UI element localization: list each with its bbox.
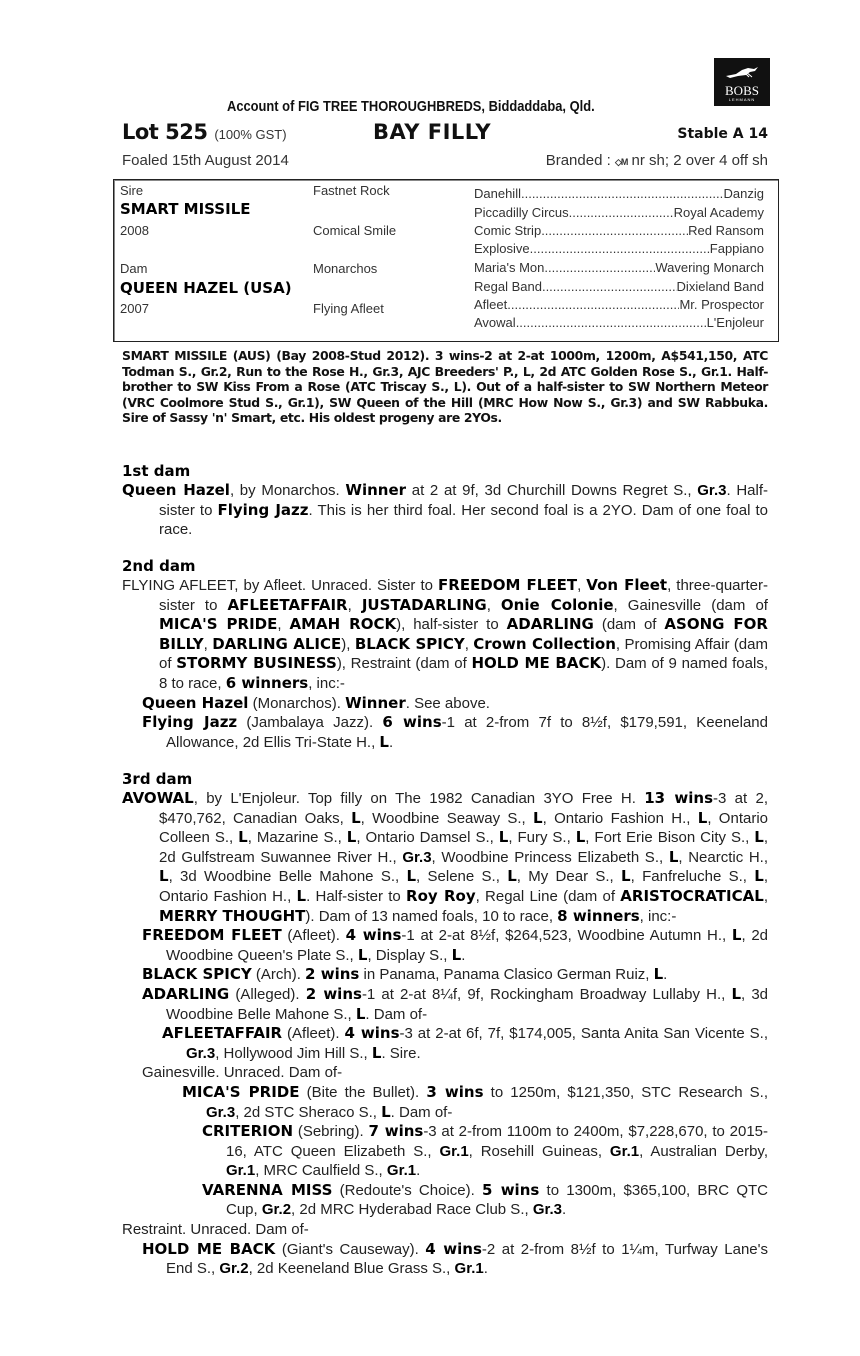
text: , Australian Derby,	[639, 1142, 768, 1160]
text: , 2d STC Sheraco S.,	[235, 1103, 382, 1121]
horse-name: Flying Jazz	[142, 713, 238, 732]
progeny-entry	[122, 926, 768, 965]
horse-name: Onie Colonie	[500, 595, 614, 614]
ancestor-left: Explosive	[474, 241, 530, 256]
text: , Promising Affair (dam of	[159, 635, 768, 673]
horse-name: AFLEETAFFAIR	[162, 1024, 283, 1043]
text: , Rosehill Guineas,	[468, 1142, 610, 1160]
text: (Afleet).	[281, 927, 346, 945]
listed-label: L	[406, 867, 417, 886]
ancestor-right: Dixieland Band	[676, 279, 764, 294]
text: , 2d Gulfstream Suwannee River H.,	[159, 829, 769, 866]
horse-name: HOLD ME BACK	[471, 654, 602, 673]
dam-entry: Gainesville. Unraced. Dam of-	[142, 1064, 343, 1082]
text: (Sebring).	[293, 1123, 369, 1141]
ancestor-right: Danzig	[723, 186, 764, 201]
first-dam-text	[122, 481, 768, 540]
text: , Hollywood Jim Hill S.,	[215, 1044, 372, 1062]
text: ,	[464, 635, 474, 653]
progeny-entry	[122, 965, 768, 985]
wins-label: 4 wins	[345, 926, 402, 945]
horse-name: AFLEETAFFAIR	[227, 595, 348, 614]
ancestor-row	[474, 258, 764, 277]
third-dam-text	[122, 789, 768, 926]
foaled-date: Foaled 15th August 2014	[122, 152, 289, 169]
text: ,	[277, 616, 290, 634]
text: , Fort Erie Bison City S.,	[585, 829, 755, 847]
text: , 3d Woodbine Belle Mahone S.,	[166, 985, 768, 1023]
ancestor-row	[474, 203, 764, 222]
leader-dots	[516, 314, 707, 332]
ancestor-row	[474, 314, 764, 332]
text: , Fury S.,	[508, 829, 576, 847]
pedigree-table	[113, 179, 779, 342]
text: ). Dam of 13 named foals, 10 to race,	[305, 907, 558, 925]
text: , Display S.,	[367, 946, 452, 964]
text: (Monarchos).	[248, 694, 346, 712]
text: at 2 at 9f, 3d Churchill Downs Regret S.,	[406, 482, 698, 499]
grade-label: Gr.3	[697, 482, 727, 499]
listed-label: L	[533, 808, 543, 827]
ancestor-right: L'Enjoleur	[706, 315, 764, 330]
ancestor-right: Fappiano	[709, 241, 764, 256]
first-dam-heading: 1st dam	[122, 462, 191, 480]
grade-label: Gr.3	[206, 1103, 236, 1121]
ancestor-row	[474, 296, 764, 314]
wins-label: 6 wins	[382, 713, 442, 732]
horse-name: ASONG FOR BILLY	[159, 615, 768, 653]
text: ),	[341, 635, 355, 653]
winner-label: Winner	[345, 481, 407, 499]
third-dam-section	[122, 770, 768, 1279]
text: ,	[577, 577, 587, 594]
horse-name: BLACK SPICY	[142, 965, 252, 984]
horse-name: Queen Hazel	[142, 693, 249, 712]
horse-name: ADARLING	[142, 984, 230, 1003]
text: . Sire.	[381, 1044, 421, 1062]
text: in Panama, Panama Clasico German Ruiz,	[359, 966, 654, 984]
text: . This is her third foal. Her second foal is a 2YO. Dam of one foal to race.	[159, 501, 768, 539]
listed-label: L	[653, 965, 664, 984]
horse-name: MICA'S PRIDE	[182, 1082, 300, 1101]
leader-dots	[541, 222, 688, 240]
text: , Woodbine Princess Elizabeth S.,	[431, 848, 669, 866]
ancestor-left: Afleet	[474, 297, 508, 312]
ancestor-row	[474, 277, 764, 296]
bobs-lehmann-logo	[714, 58, 770, 106]
dam-year: 2007	[120, 301, 149, 316]
wins-label: Winner	[345, 693, 406, 712]
wins-label: 2 wins	[305, 984, 362, 1003]
text: ,	[486, 596, 501, 614]
text: (Jambalaya Jazz).	[237, 714, 383, 732]
ancestor-right: Wavering Monarch	[655, 260, 764, 275]
text: ,	[347, 596, 362, 614]
dam-name: Queen Hazel	[122, 481, 230, 499]
listed-label: L	[754, 828, 764, 847]
text: , Ontario Fashion H.,	[542, 809, 698, 827]
leader-dots	[544, 258, 655, 277]
sire-dam: Comical Smile	[313, 223, 397, 238]
text: (dam of	[593, 616, 665, 634]
dam-name: QUEEN HAZEL (USA)	[120, 279, 292, 297]
text: , three-quarter-sister to	[159, 577, 768, 614]
ancestor-left: Comic Strip	[474, 223, 542, 238]
text: .	[562, 1201, 567, 1219]
horse-name: FREEDOM FLEET	[142, 926, 282, 945]
text: (Afleet).	[282, 1025, 345, 1043]
grade-label: Gr.2	[219, 1260, 249, 1278]
progeny-entry	[122, 1122, 768, 1181]
second-dam-text	[122, 576, 768, 694]
text: ), half-sister to	[396, 616, 507, 634]
second-dam-heading: 2nd dam	[122, 557, 196, 575]
text: , Nearctic H.,	[678, 848, 769, 866]
horse-name: MERRY THOUGHT	[159, 906, 306, 925]
stable-location: Stable A 14	[677, 126, 768, 142]
horse-icon	[724, 66, 760, 82]
branded-text: nr sh; 2 over 4 off sh	[631, 152, 768, 169]
branding	[546, 152, 768, 169]
text: , Regal Line (dam of	[475, 887, 621, 905]
brand-mark-icon: ◇M	[614, 157, 628, 167]
horse-name: Crown Collection	[473, 634, 616, 653]
listed-label: L	[668, 847, 679, 866]
text: -1 at 2-from 7f to 8½f, $179,591, Keeneland Allowance, 2d Ellis Tri-State H.,	[166, 714, 768, 751]
listed-label: L	[296, 886, 307, 905]
text: . See above.	[405, 694, 490, 712]
logo-sub: LEHMANN	[728, 97, 756, 102]
text: ,	[763, 887, 768, 905]
dam-entry: Restraint. Unraced. Dam of-	[122, 1221, 309, 1239]
text: to 1250m, $121,350, STC Research S.,	[483, 1083, 768, 1101]
grade-label: Gr.1	[609, 1142, 640, 1160]
text: , Selene S.,	[416, 868, 508, 886]
horse-name: JUSTADARLING	[361, 595, 487, 614]
progeny-entry	[122, 1181, 768, 1220]
text: (Arch).	[251, 966, 306, 984]
wins-label: 5 wins	[482, 1180, 540, 1199]
sire-name: SMART MISSILE	[120, 200, 251, 218]
progeny-entry	[122, 1083, 768, 1122]
leader-dots	[530, 240, 710, 258]
text: , Fanfreluche S.,	[630, 868, 755, 886]
horse-name: STORMY BUSINESS	[176, 654, 337, 673]
first-dam-section	[122, 462, 768, 540]
wins-label: 2 wins	[305, 965, 360, 984]
text: , My Dear S.,	[516, 868, 622, 886]
vendor-account: Account of FIG TREE THOROUGHBREDS, Biddaddaba, Qld.	[227, 98, 595, 115]
horse-name: ADARLING	[506, 615, 594, 634]
progeny-entry	[122, 694, 768, 714]
sire-label: Sire	[120, 183, 144, 198]
horse-name: AMAH ROCK	[289, 615, 397, 634]
listed-label: L	[357, 945, 368, 964]
horse-name: Von Fleet	[586, 576, 668, 594]
grade-label: Gr.3	[532, 1201, 563, 1219]
ancestor-left: Danehill	[474, 186, 521, 201]
wins-label: 13 wins	[644, 789, 714, 807]
text: , by Monarchos.	[229, 482, 346, 499]
sire-sire: Fastnet Rock	[313, 183, 390, 198]
text: -1 at 2-at 8¼f, 9f, Rockingham Broadway Lullaby H.,	[361, 985, 732, 1003]
wins-label: 3 wins	[426, 1082, 484, 1101]
text: (Redoute's Choice).	[332, 1181, 482, 1199]
grade-label: Gr.2	[261, 1201, 292, 1219]
ancestor-left: Avowal	[474, 315, 516, 330]
ancestor-right: Mr. Prospector	[679, 297, 764, 312]
logo-brand: BOBS	[725, 83, 759, 98]
sire-description: SMART MISSILE (AUS) (Bay 2008-Stud 2012). 3 wins-2 at 2-at 1000m, 1200m, A$541,150, ATC Todman S., Gr.2, Run to the Rose H., Gr.3, AJC Breeders' P., L, 2d ATC Golden Rose S., Gr.1. Half-brother to SW Kiss From a Rose (ATC Triscay S., L). Out of a half-sister to SW Northern Meteor (VRC Coolmore Stud S., Gr.1), SW Queen of the Hill (MRC How Now S., Gr.3) and SW Rabbuka. Sire of Sassy 'n' Smart, etc. His oldest progeny are 2YOs.	[122, 348, 768, 425]
ancestor-left: Piccadilly Circus	[474, 205, 569, 220]
grade-label: Gr.1	[226, 1162, 256, 1180]
listed-label: L	[697, 808, 708, 827]
listed-label: L	[371, 1043, 382, 1062]
dam-label: Dam	[120, 261, 148, 276]
grade-label: Gr.1	[439, 1142, 469, 1160]
branded-label: Branded :	[545, 152, 611, 169]
ancestor-right: Red Ransom	[688, 223, 764, 238]
horse-name: CRITERION	[202, 1122, 294, 1141]
text: (Bite the Bullet).	[299, 1083, 427, 1101]
leader-dots	[521, 184, 724, 203]
grade-label: Gr.3	[402, 848, 432, 866]
ancestor-row	[474, 184, 764, 203]
third-dam-heading: 3rd dam	[122, 770, 193, 788]
text: (Giant's Causeway).	[275, 1240, 426, 1258]
text: , 2d Woodbine Queen's Plate S.,	[166, 927, 768, 964]
text: ,	[203, 635, 213, 653]
listed-label: L	[621, 867, 631, 886]
text: . Half-sister to	[306, 887, 407, 905]
progeny-entry	[122, 1024, 768, 1063]
horse-name: FREEDOM FLEET	[438, 576, 578, 594]
progeny-entry	[122, 985, 768, 1024]
ancestor-list	[474, 184, 764, 332]
listed-label: L	[507, 867, 517, 886]
horse-name: BLACK SPICY	[354, 634, 465, 653]
listed-label: L	[731, 926, 742, 945]
text: , Mazarine S.,	[247, 829, 347, 847]
text: , Ontario Colleen S.,	[159, 809, 768, 847]
progeny-entry	[122, 713, 768, 752]
dam-sire: Monarchos	[313, 261, 378, 276]
sibling-name: Flying Jazz	[217, 500, 309, 519]
horse-name: AVOWAL	[122, 789, 194, 807]
horse-name: VARENNA MISS	[202, 1180, 333, 1199]
text: -3 at 2-from 1100m to 2400m, $7,228,670, to 2015-16, ATC Queen Elizabeth S.,	[226, 1123, 768, 1160]
text: , 2d Keeneland Blue Grass S.,	[248, 1260, 455, 1278]
lot-number	[122, 120, 287, 144]
gst-note: (100% GST)	[214, 127, 287, 142]
text: -2 at 2-from 8½f to 1¼m, Turfway Lane's End S.,	[166, 1240, 769, 1278]
listed-label: L	[498, 828, 509, 847]
text: -3 at 2-at 6f, 7f, $174,005, Santa Anita San Vicente S.,	[399, 1025, 768, 1043]
listed-label: L	[351, 808, 361, 827]
text: , inc:-	[308, 674, 345, 692]
winners-count: 8 winners	[557, 906, 640, 925]
ancestor-right: Royal Academy	[673, 205, 764, 220]
text: (Alleged).	[229, 985, 306, 1003]
text: , inc:-	[639, 907, 677, 925]
grade-label: Gr.1	[454, 1260, 484, 1278]
listed-label: L	[575, 828, 586, 847]
horse-name: MICA'S PRIDE	[159, 615, 278, 634]
leader-dots	[569, 203, 674, 222]
wins-label: 7 wins	[368, 1122, 424, 1141]
listed-label: L	[159, 867, 169, 886]
listed-label: L	[379, 732, 389, 751]
text: ). Dam of 9 named foals, 8 to race,	[159, 655, 768, 692]
wins-label: 4 wins	[425, 1239, 482, 1258]
leader-dots	[507, 296, 679, 314]
text: ), Restraint (dam of	[336, 655, 472, 673]
text: -1 at 2-at 8½f, $264,523, Woodbine Autumn H.,	[401, 927, 732, 945]
grade-label: Gr.1	[386, 1162, 417, 1180]
text: , Ontario Fashion H.,	[159, 868, 769, 905]
horse-name: DARLING ALICE	[212, 634, 342, 653]
text: FLYING AFLEET, by Afleet. Unraced. Sister to	[122, 577, 439, 594]
ancestor-row	[474, 240, 764, 258]
text: .	[663, 966, 668, 984]
listed-label: L	[754, 867, 764, 886]
horse-name: Roy Roy	[406, 886, 476, 905]
text: , Ontario Damsel S.,	[356, 829, 499, 847]
text: , by L'Enjoleur. Top filly on The 1982 Canadian 3YO Free H.	[193, 790, 645, 807]
ancestor-left: Regal Band	[474, 279, 542, 294]
listed-label: L	[346, 828, 357, 847]
horse-name: ARISTOCRATICAL	[620, 886, 764, 905]
listed-label: L	[381, 1102, 391, 1121]
dam-dam: Flying Afleet	[313, 301, 384, 316]
text: .	[416, 1162, 421, 1180]
text: .	[388, 733, 394, 751]
horse-sex: BAY FILLY	[373, 120, 492, 144]
text: .	[461, 946, 466, 964]
text: -3 at 2, $470,762, Canadian Oaks,	[159, 790, 769, 827]
text: , MRC Caulfield S.,	[255, 1162, 387, 1180]
listed-label: L	[238, 828, 248, 847]
winners-count: 6 winners	[225, 673, 309, 692]
text: , 2d MRC Hyderabad Race Club S.,	[291, 1201, 533, 1219]
text: . Dam of-	[365, 1005, 428, 1023]
text: to 1300m, $365,100, BRC QTC Cup,	[226, 1181, 768, 1219]
horse-name: HOLD ME BACK	[142, 1239, 276, 1258]
ancestor-left: Maria's Mon	[474, 260, 545, 275]
text: , Gainesville (dam of	[613, 596, 768, 614]
listed-label: L	[731, 984, 742, 1003]
progeny-entry	[122, 1240, 768, 1279]
listed-label: L	[451, 945, 462, 964]
text: , Woodbine Seaway S.,	[360, 809, 534, 827]
lot-label: Lot 525	[122, 120, 208, 144]
wins-label: 4 wins	[344, 1024, 400, 1043]
text: , 3d Woodbine Belle Mahone S.,	[168, 868, 407, 886]
lot-header	[122, 120, 768, 146]
listed-label: L	[355, 1004, 366, 1023]
leader-dots	[542, 277, 677, 296]
second-dam-section	[122, 557, 768, 752]
text: . Dam of-	[390, 1103, 453, 1121]
text: . Half-sister to	[159, 482, 768, 519]
ancestor-row	[474, 222, 764, 240]
sire-year: 2008	[120, 223, 149, 238]
grade-label: Gr.3	[186, 1044, 216, 1062]
text: .	[483, 1260, 488, 1278]
